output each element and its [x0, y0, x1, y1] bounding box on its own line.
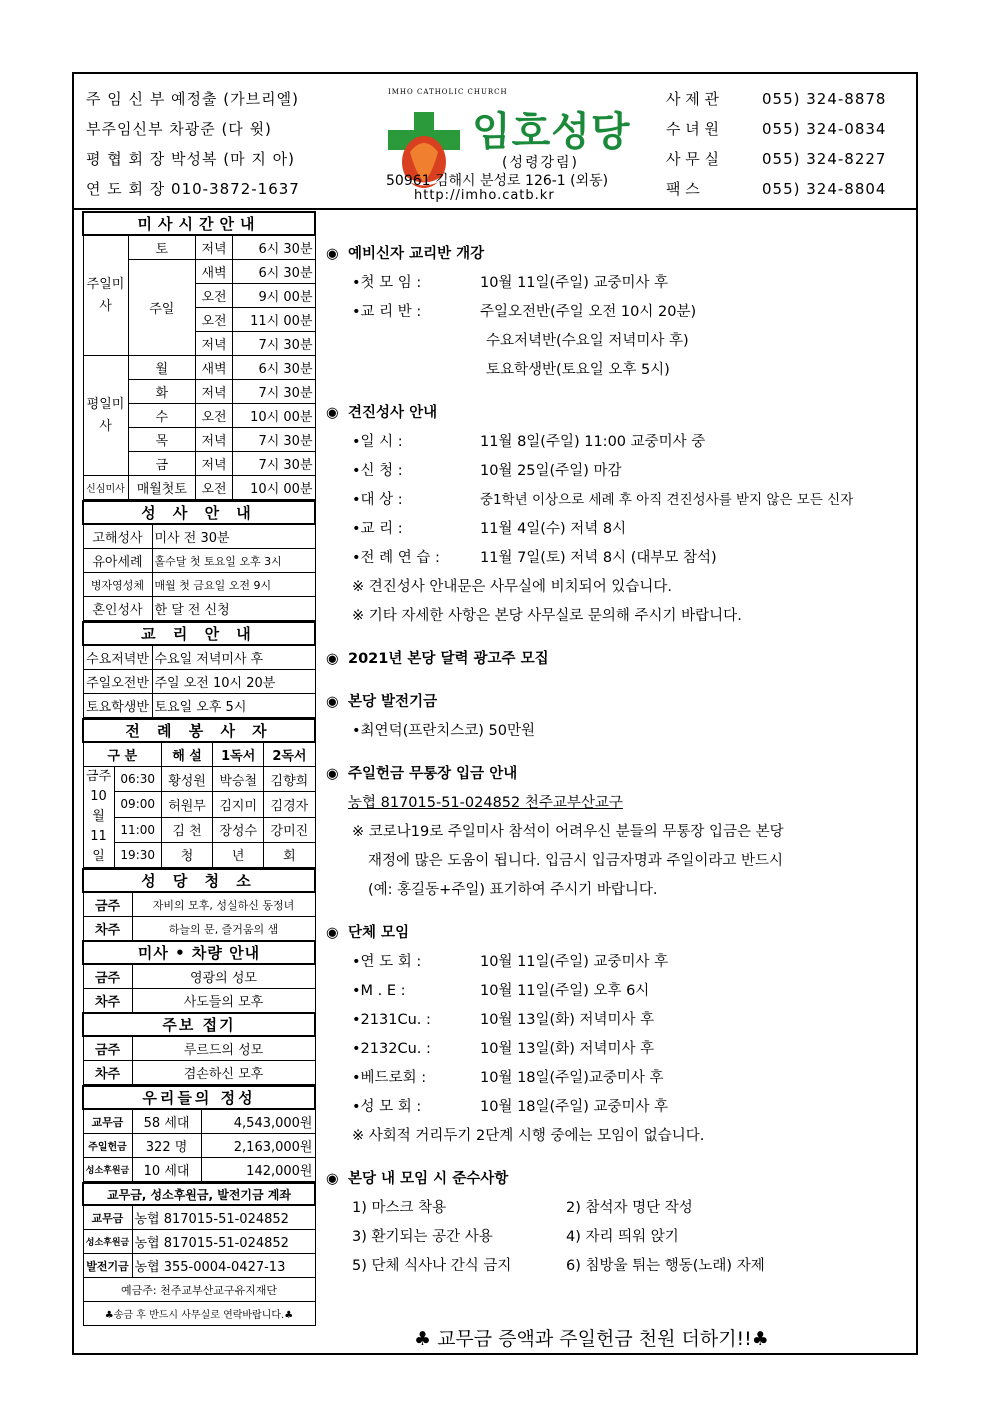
- sacraments-table: 성 사 안 내 고해성사 미사 전 30분 유아세례 홀수달 첫 토요일 오후 3시 병자영성체 매월 첫 금요일 오전 9시 혼인성사 한 달 전 신청: [82, 500, 316, 621]
- bullet-icon: ◉: [326, 246, 339, 262]
- contact-office: 사 무 실 055) 324-8227: [666, 150, 887, 168]
- church-english-name: IMHO CATHOLIC CHURCH: [388, 88, 508, 96]
- deposit-account: 농협 817015-51-024852 천주교부산교구: [348, 795, 623, 811]
- mass-schedule-table: 미사시간안내 주일미사 토 저녁 6시 30분 주일 새벽 6시 30분 오전 9시 00분 오전 11시 00분 저녁 7시 30분 평일미사 월 새벽 6시 30분 화 저녁 7시 30분 수 오전 10시 00분 목 저녁 7시 30분 금 저녁 7시 30분 신심미사 매월첫토 오전 10시 00분: [82, 211, 316, 500]
- header-contacts: [666, 84, 912, 204]
- assistant-pastor: 부주임신부 차광준 (다 윗): [86, 120, 272, 138]
- liturgy-servers-table: 전 례 봉 사 자 구 분 해 설 1독서 2독서 금주 10월 11일 06:30 황성원 박승철 김향희 09:00 허원무 김지미 김경자 11:00 김 천 장성수 강미진 19:30 청 년 회: [82, 718, 316, 868]
- section-meeting-rules: ◉ 본당 내 모임 시 준수사항: [326, 1165, 916, 1194]
- accounts-table: 교무금, 성소후원금, 발전기금 계좌 교무금 농협 817015-51-024852 성소후원금 농협 817015-51-024852 발전기금 농협 355-0004-0427-13 예금주: 천주교부산교구유지재단 ♣송금 후 반드시 사무실로 연락바랍니다.♣: [82, 1182, 316, 1326]
- sidebar: [82, 211, 316, 1326]
- bullet-icon: ◉: [326, 925, 339, 941]
- bullet-icon: ◉: [326, 766, 339, 782]
- contact-convent: 수 녀 원 055) 324-0834: [666, 120, 887, 138]
- section-group-meetings: ◉ 단체 모임: [326, 919, 916, 948]
- section-development-fund: ◉ 본당 발전기금: [326, 688, 916, 717]
- section-calendar-ads: ◉ 2021년 본당 달력 광고주 모집: [326, 645, 916, 674]
- bulletin-frame: [72, 72, 918, 1355]
- patron-feast: (성령강림): [502, 155, 580, 171]
- church-name: 임호성당: [472, 109, 631, 155]
- section-catechumen: ◉ 예비신자 교리반 개강: [326, 240, 916, 269]
- pastor: 주 임 신 부 예정출 (가브리엘): [86, 90, 299, 108]
- doctrine-table: 교 리 안 내 수요저녁반 수요일 저녁미사 후 주일오전반 주일 오전 10시 20분 토요학생반 토요일 오후 5시: [82, 621, 316, 718]
- footer-slogan: ♣ 교무금 증액과 주일헌금 천원 더하기!!♣: [414, 1328, 769, 1350]
- account-holder: 예금주: 천주교부산교구유지재단: [83, 1278, 315, 1302]
- servers-week: 금주 10월 11일: [83, 767, 114, 868]
- cleaning-table: 성 당 청 소 금주 자비의 모후, 성실하신 동정녀 차주 하늘의 문, 즐거움의 샘 미사 • 차량 안내 금주 영광의 성모 차주 사도들의 모후 주보 접기 금주 루르드의 성모 차주 겸손하신 모후: [82, 868, 316, 1085]
- contact-rectory: 사 제 관 055) 324-8878: [666, 90, 887, 108]
- header-left: [86, 84, 356, 204]
- bullet-icon: ◉: [326, 651, 339, 667]
- section-confirmation: ◉ 견진성사 안내: [326, 399, 916, 428]
- bullet-icon: ◉: [326, 405, 339, 421]
- announcements: ◉ 예비신자 교리반 개강 •첫 모 임 : 10월 11일(주일) 교중미사 후 •교 리 반 : 주일오전반(주일 오전 10시 20분) 수요저녁반(수요일 저녁미사 후) 토요학생반(토요일 오후 5시) ◉ 견진성사 안내 •일 시 : 11월 8일(주일) 11:00 교중미사 중 •신 청 : 10월 25일(주일) 마감 •대 상 : 중1학년 이상으로 세례 후 아직 견진성사를 받지 않은 모든 신자 •교 리 : 11월 4일(수) 저녁 8시 •전 례 연 습 : 11월 7일(토) 저녁 8시 (대부모 참석) ※ 견진성사 안내문은 사무실에 비치되어 있습니다. ※ 기타 자세한 사항은 본당 사무실로 문의해 주시기 바랍니다. ◉ 2021년 본당 달력 광고주 모집 ◉ 본당 발전기금 •최연덕(프란치스코) 50만원 ◉ 주일헌금 무통장 입금 안내 농협 817015-51-024852 천주교부산교구 ※ 코로나19로 주일미사 참석이 어려우신 분들의 무통장 입금은 본당 재정에 많은 도움이 됩니다. 입금시 입금자명과 주일이라고 반드시 (예: 홍길동+주일) 표기하여 주시기 바랍니다. ◉ 단체 모임 •연 도 회 : 10월 11일(주일) 교중미사 후 •M . E : 10월 11일(주일) 오후 6시 •2131Cu. : 10월 13일(화) 저녁미사 후 •2132Cu. : 10월 13일(화) 저녁미사 후 •베드로회 : 10월 18일(주일)교중미사 후 •성 모 회 : 10월 18일(주일) 교중미사 후 ※ 사회적 거리두기 2단계 시행 중에는 모임이 없습니다. ◉ 본당 내 모임 시 준수사항 1) 마스크 착용 2) 참석자 명단 작성 3) 환기되는 공간 사용 4) 자리 띄워 앉기 5) 단체 식사나 간식 금지 6) 침방울 튀는 행동(노래) 자제: [326, 240, 916, 1281]
- council-president: 평 협 회 장 박성복 (마 지 아): [86, 150, 295, 168]
- sunday-mass-label: 주일미사: [83, 235, 128, 356]
- mass-title: 미사시간안내: [83, 212, 315, 235]
- section-bank-deposit: ◉ 주일헌금 무통장 입금 안내: [326, 760, 916, 789]
- transfer-notice: ♣송금 후 반드시 사무실로 연락바랍니다.♣: [83, 1302, 315, 1326]
- contact-fax: 팩 스 055) 324-8804: [666, 180, 887, 198]
- bullet-icon: ◉: [326, 1171, 339, 1187]
- bullet-icon: ◉: [326, 694, 339, 710]
- church-logo: [374, 78, 654, 206]
- deanery-contact: 연 도 회 장 010-3872-1637: [86, 180, 300, 198]
- address: 50961 김해시 분성로 126-1 (외동): [386, 173, 609, 189]
- offering-table: 우리들의 정성 교무금 58 세대 4,543,000원 주일헌금 322 명 2,163,000원 성소후원금 10 세대 142,000원: [82, 1085, 316, 1182]
- weekday-mass-label: 평일미사: [83, 356, 128, 476]
- website-link[interactable]: http://imho.catb.kr: [414, 188, 555, 203]
- header: [74, 74, 916, 210]
